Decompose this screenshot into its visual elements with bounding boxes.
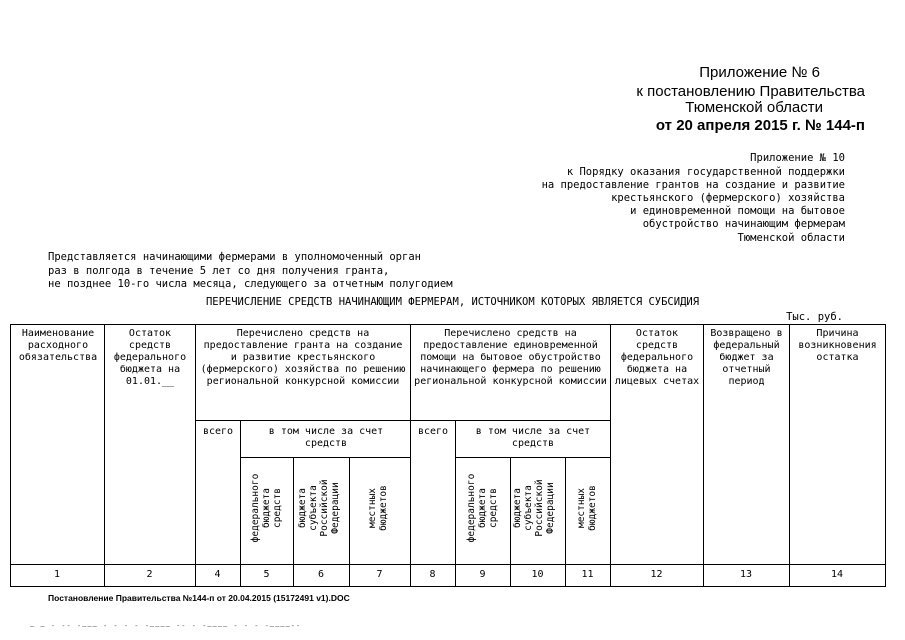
header-grant-local: местных бюджетов	[367, 485, 389, 531]
header-help-federal: федерального бюджета средств	[466, 473, 499, 543]
header-help-including: в том числе за счет средств	[475, 426, 591, 449]
col-number: 11	[581, 569, 594, 580]
header-grant-subject: бюджета субъекта Российской Федерации	[297, 479, 341, 537]
col-number: 6	[317, 569, 325, 580]
header-help-total: всего	[417, 426, 449, 437]
header-help-transfer: Перечислено средств на предоставление единовременной помощи на бытовое обустройство начинающего фермера по решению региональной конкурсной комиссии	[414, 328, 607, 387]
header-grant-federal: федерального бюджета средств	[250, 473, 283, 543]
col-number: 8	[429, 569, 436, 580]
transfers-table	[10, 324, 886, 587]
header-reason: Причина возникновения остатка	[798, 328, 877, 363]
document-footer: Постановление Правительства №144-п от 20.04.2015 (15172491 v1).DOC	[48, 593, 350, 603]
col-number: 13	[739, 569, 753, 580]
header-grant-including: в том числе за счет средств	[268, 426, 384, 449]
col-number: 14	[830, 569, 844, 580]
inner-appendix-line-4: крестьянского (фермерского) хозяйства	[611, 192, 845, 204]
inner-appendix-line-1: Приложение № 10	[750, 152, 845, 164]
col-number: 5	[263, 569, 270, 580]
inner-appendix-line-5: и единовременной помощи на бытовое	[630, 205, 845, 217]
col-number: 2	[146, 569, 153, 580]
appendix-line-2: Тюменской области	[685, 99, 823, 116]
col-number: 10	[531, 569, 544, 580]
table-title: ПЕРЕЧИСЛЕНИЕ СРЕДСТВ НАЧИНАЮЩИМ ФЕРМЕРАМ, ИСТОЧНИКОМ КОТОРЫХ ЯВЛЯЕТСЯ СУБСИДИЯ	[205, 296, 700, 308]
intro-line-2: раз в полгода в течение 5 лет со дня получения гранта,	[48, 265, 390, 277]
inner-appendix-line-6: обустройство начинающим фермерам	[642, 218, 845, 230]
inner-appendix-line-3: на предоставление грантов на создание и развитие	[541, 179, 845, 191]
col-number: 4	[214, 569, 221, 580]
header-help-subject: бюджета субъекта Российской Федерации	[512, 479, 556, 537]
appendix-line-3: от 20 апреля 2015 г. № 144-п	[655, 117, 865, 134]
units-label: Тыс. руб.	[786, 311, 843, 323]
header-returned: Возвращено в федеральный бюджет за отчетный период	[710, 328, 783, 387]
intro-line-1: Представляется начинающими фермерами в уполномоченный орган	[48, 251, 421, 263]
col-number: 12	[650, 569, 663, 580]
header-help-local: местных бюджетов	[576, 485, 598, 531]
appendix-title: Приложение № 6	[699, 64, 820, 81]
header-federal-balance-accounts: Остаток средств федерального бюджета на лицевых счетах	[614, 328, 700, 387]
inner-appendix-line-7: Тюменской области	[737, 232, 845, 244]
header-grant-transfer: Перечислено средств на предоставление гранта на создание и развитие крестьянского (фермерского) хозяйства по решению региональной конкурсной комиссии	[200, 328, 406, 387]
intro-line-3: не позднее 10-го числа месяца, следующего за отчетным полугодием	[48, 278, 453, 290]
inner-appendix-line-2: к Порядку оказания государственной поддержки	[566, 166, 845, 178]
appendix-line-1: к постановлению Правительства	[636, 83, 865, 100]
header-federal-balance-start: Остаток средств федерального бюджета на 01.01.__	[113, 328, 187, 387]
col-number: 9	[479, 569, 486, 580]
col-number: 1	[53, 569, 61, 580]
header-grant-total: всего	[202, 426, 234, 437]
col-number: 7	[376, 569, 383, 580]
scan-marks: — — - -- -—–— - - - - -–—–— -- - -–—–— - - - -–—–—--	[30, 622, 302, 630]
header-obligation-name: Наименование расходного обязательства	[18, 328, 98, 363]
